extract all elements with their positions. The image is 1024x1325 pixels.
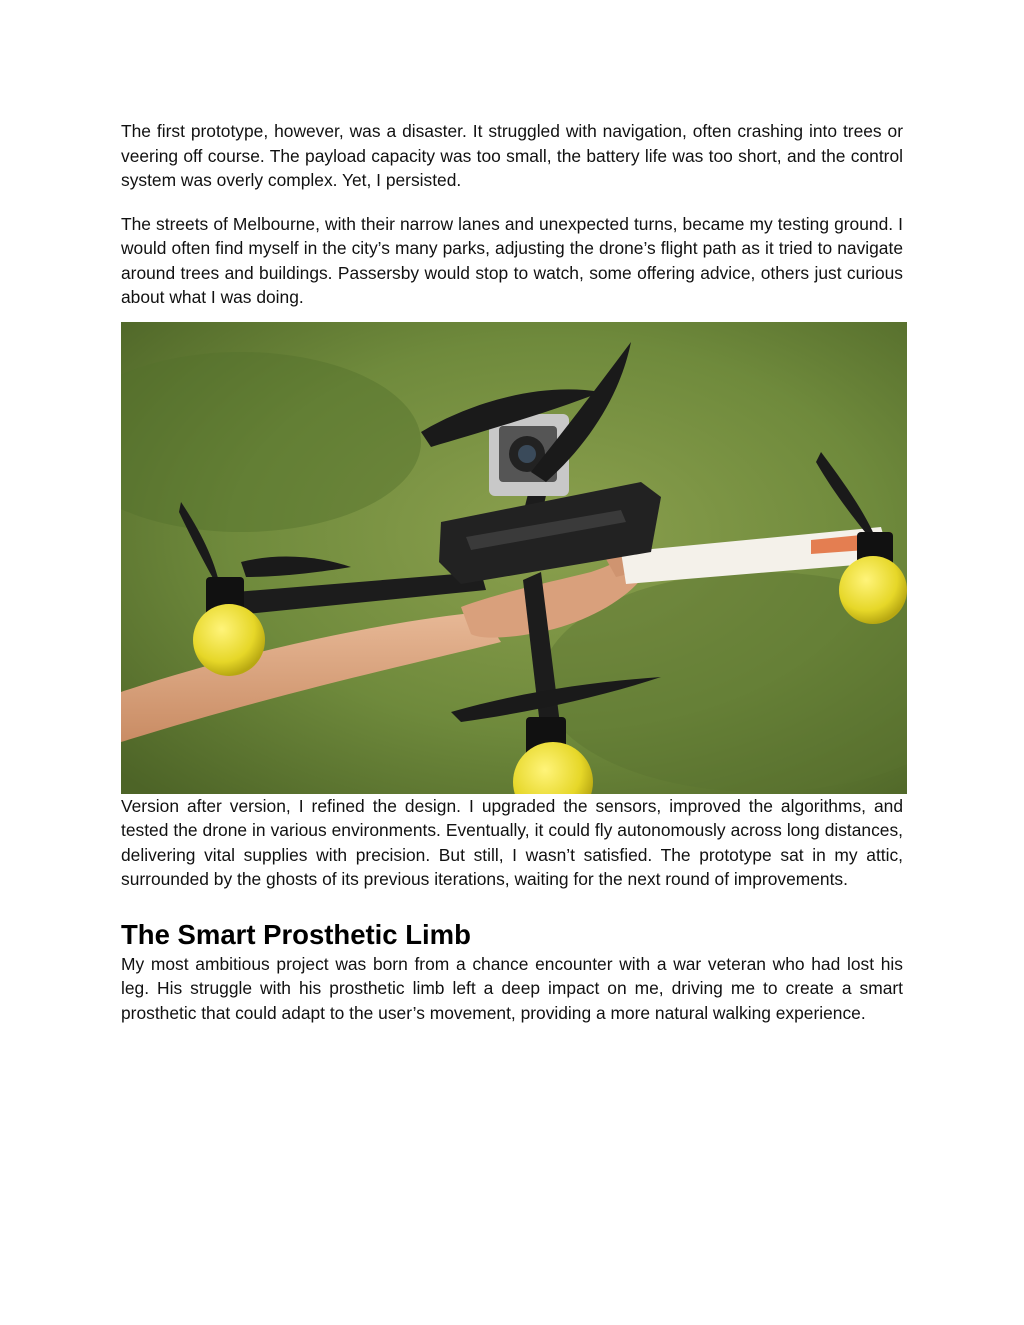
document-page — [121, 119, 903, 1025]
paragraph-version-after-version: Version after version, I refined the design. I upgraded the sensors, improved the algorithms, and tested the drone in various environments. Eventually, it could fly autonomously across long distances, delivering vital supplies with precision. But still, I wasn’t satisfied. The prototype sat in my attic, surrounded by the ghosts of its previous iterations, waiting for the next round of improvements. — [121, 795, 903, 889]
paragraph-prosthetic-project: My most ambitious project was born from a chance encounter with a war veteran who had lost his leg. His struggle with his prosthetic limb left a deep impact on me, driving me to create a smart prosthetic that could adapt to the user’s movement, providing a more natural walking experience. — [121, 953, 903, 1023]
paragraph-first-prototype: The first prototype, however, was a disaster. It struggled with navigation, often crashing into trees or veering off course. The payload capacity was too small, the battery life was too short, and the control system was overly complex. Yet, I persisted. — [121, 121, 903, 190]
section-heading: The Smart Prosthetic Limb — [121, 918, 471, 950]
paragraph-melbourne-testing: The streets of Melbourne, with their narrow lanes and unexpected turns, became my testing ground. I would often find myself in the city’s many parks, adjusting the drone’s flight path as it tried to navigate around trees and buildings. Passersby would stop to watch, some offering advice, others just curious about what I was doing. — [121, 213, 903, 307]
drone-photo — [121, 322, 907, 794]
